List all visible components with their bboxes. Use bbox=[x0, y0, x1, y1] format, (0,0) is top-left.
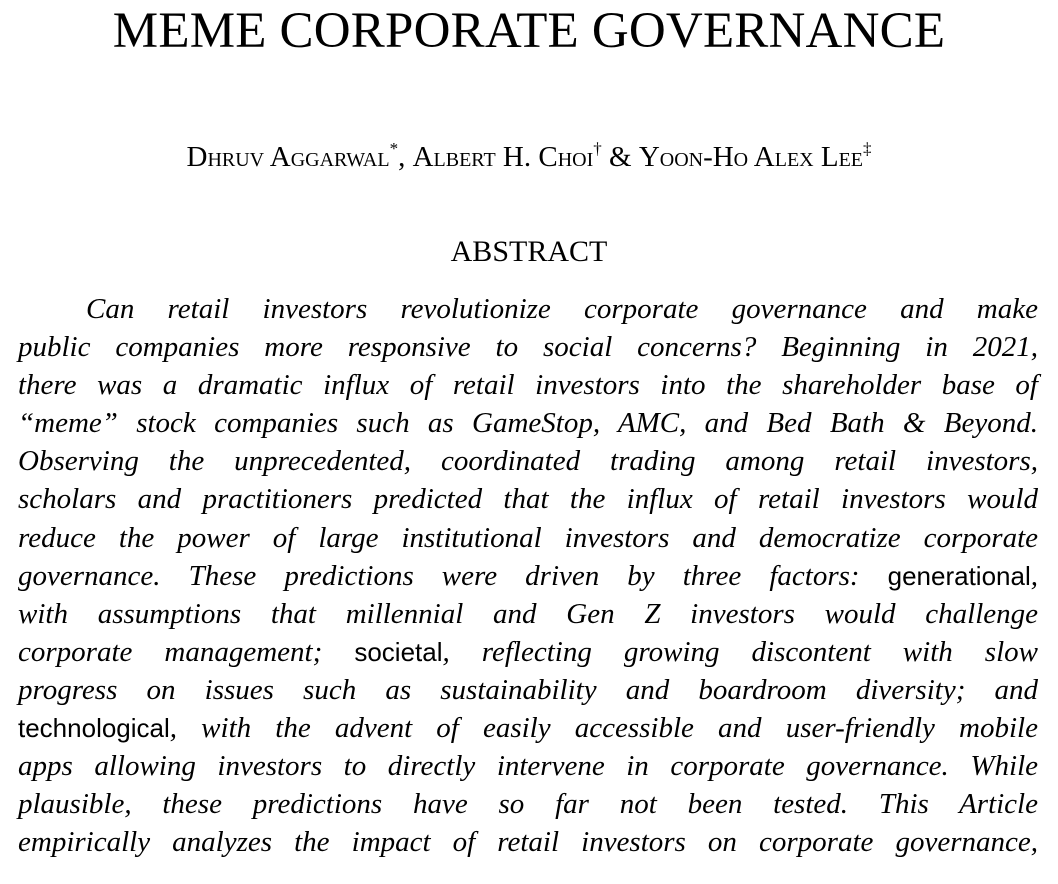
author-separator: & bbox=[601, 141, 639, 173]
abstract-line bbox=[18, 366, 1038, 404]
author-separator: , bbox=[398, 141, 413, 173]
italic-text: progress on issues such as sustainability and boardroom diversity; and bbox=[18, 673, 1038, 706]
abstract-line bbox=[18, 633, 1038, 671]
abstract-line bbox=[18, 404, 1038, 442]
italic-text: reduce the power of large institutional investors and democratize corporate bbox=[18, 521, 1038, 554]
italic-text: governance. These predictions were driven by three factors: bbox=[18, 559, 888, 592]
italic-text: Can retail investors revolutionize corporate governance and make bbox=[86, 293, 1038, 325]
italic-text: Observing the unprecedented, coordinated trading among retail investors, bbox=[18, 445, 1038, 478]
abstract-line bbox=[18, 785, 1038, 823]
italic-text: with assumptions that millennial and Gen Z investors would challenge bbox=[18, 597, 1038, 630]
author-name: Yoon-Ho Alex Lee bbox=[638, 141, 863, 173]
italic-text: apps allowing investors to directly intervene in corporate governance. While bbox=[18, 750, 1038, 783]
abstract-line bbox=[18, 823, 1038, 861]
abstract-body bbox=[18, 290, 1038, 861]
italic-text: there was a dramatic influx of retail investors into the shareholder base of bbox=[18, 369, 1038, 402]
italic-text: , with the advent of easily accessible and user-friendly mobile bbox=[169, 712, 1038, 745]
emphasis-term: generational bbox=[887, 560, 1031, 591]
author-name: Dhruv Aggarwal bbox=[186, 141, 390, 173]
italic-text: scholars and practitioners predicted that the influx of retail investors would bbox=[18, 483, 1038, 516]
italic-text: “meme” stock companies such as GameStop, AMC, and Bed Bath & Beyond. bbox=[18, 407, 1038, 440]
abstract-line bbox=[18, 290, 1038, 328]
emphasis-term: technological bbox=[18, 713, 170, 744]
abstract-line bbox=[18, 519, 1038, 557]
italic-text: public companies more responsive to social concerns? Beginning in 2021, bbox=[18, 331, 1038, 364]
emphasis-term: societal bbox=[354, 636, 443, 667]
author-line bbox=[0, 138, 1058, 176]
italic-text: , bbox=[1030, 559, 1038, 592]
abstract-line bbox=[18, 480, 1038, 518]
footnote-mark[interactable]: ‡ bbox=[863, 139, 872, 158]
abstract-line bbox=[18, 709, 1038, 747]
italic-text: corporate management; bbox=[18, 635, 355, 668]
author-name: Albert H. Choi bbox=[412, 141, 594, 173]
footnote-mark[interactable]: * bbox=[389, 139, 399, 158]
italic-text: plausible, these predictions have so far not been tested. This Article bbox=[18, 788, 1038, 821]
abstract-line bbox=[18, 442, 1038, 480]
italic-text: , reflecting growing discontent with slow bbox=[442, 635, 1038, 668]
abstract-line bbox=[18, 328, 1038, 366]
paper-title: MEME CORPORATE GOVERNANCE bbox=[112, 3, 946, 59]
abstract-line bbox=[18, 671, 1038, 709]
abstract-line bbox=[18, 747, 1038, 785]
abstract-line bbox=[18, 595, 1038, 633]
abstract-line bbox=[18, 557, 1038, 595]
footnote-mark[interactable]: † bbox=[593, 139, 602, 158]
abstract-heading: ABSTRACT bbox=[450, 235, 608, 268]
italic-text: empirically analyzes the impact of retail investors on corporate governance, bbox=[18, 826, 1038, 859]
